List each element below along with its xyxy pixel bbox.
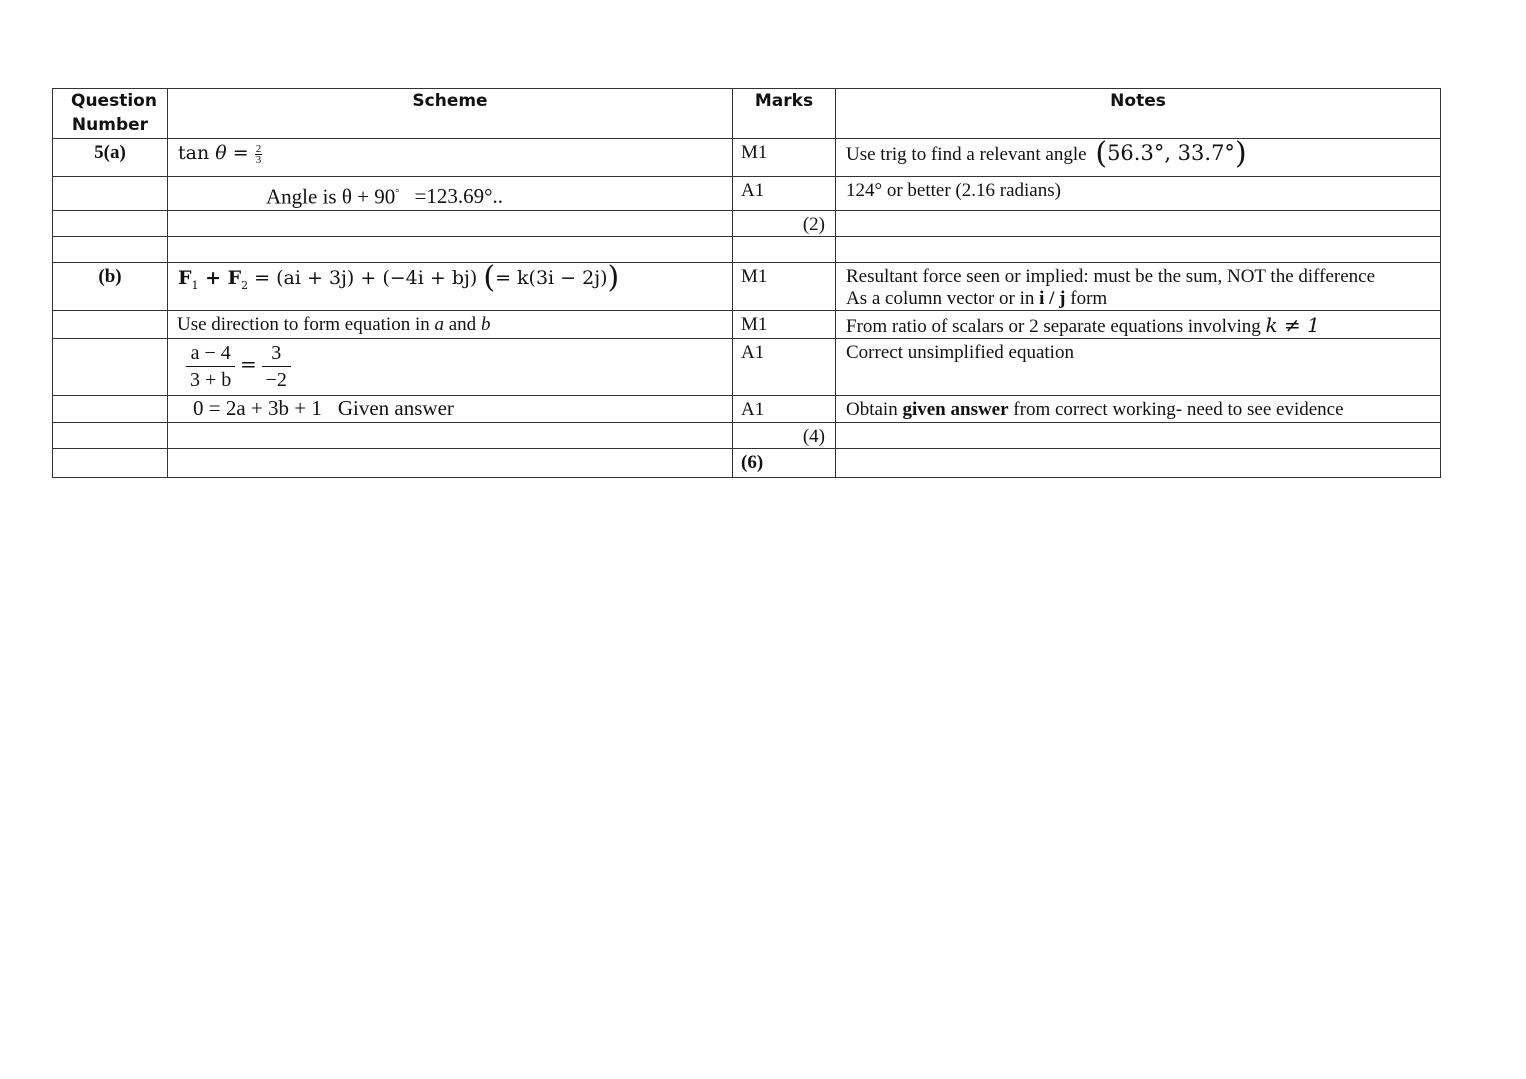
table-row <box>53 449 1441 478</box>
mark-cell: M1 <box>733 139 836 177</box>
note-cell: Obtain given answer from correct working- need to see evidence <box>836 396 1441 423</box>
question-cell <box>53 177 168 211</box>
scheme-cell: Use direction to form equation in a and b <box>168 311 733 339</box>
table-row <box>53 311 1441 339</box>
table-row <box>53 263 1441 311</box>
table-row <box>53 211 1441 237</box>
header-question-number: Question Number <box>53 89 168 139</box>
table-row <box>53 139 1441 177</box>
mark-cell: M1 <box>733 311 836 339</box>
table-row <box>53 237 1441 263</box>
table-row <box>53 423 1441 449</box>
scheme-cell: Angle is θ + 90° =123.69°.. <box>168 177 733 211</box>
mark-cell: M1 <box>733 263 836 311</box>
scheme-cell: 0 = 2a + 3b + 1 Given answer <box>168 396 733 423</box>
table-row <box>53 177 1441 211</box>
note-cell: 124° or better (2.16 radians) <box>836 177 1441 211</box>
mark-scheme-table <box>52 88 1441 478</box>
scheme-cell: $\frac{a - 4}{3 + b}$ = $\frac{3}{-2}$ <box>168 339 733 396</box>
note-cell: Use trig to find a relevant angle (56.3°, 33.7°) <box>836 139 1441 177</box>
fraction: $\frac{3}{-2}$ <box>262 340 291 393</box>
mark-grand-total: (6) <box>733 449 836 478</box>
note-cell: Correct unsimplified equation <box>836 339 1441 396</box>
mark-total: (2) <box>733 211 836 237</box>
note-cell: From ratio of scalars or 2 separate equations involving k ≠ 1 <box>836 311 1441 339</box>
note-cell: Resultant force seen or implied: must be the sum, NOT the difference As a column vector or in i / j form <box>836 263 1441 311</box>
mark-total: (4) <box>733 423 836 449</box>
mark-cell: A1 <box>733 396 836 423</box>
header-notes: Notes <box>836 89 1441 139</box>
fraction: $\frac{2}{3}$ <box>255 143 262 167</box>
table-row <box>53 396 1441 423</box>
scheme-cell: tan θ = $\frac{2}{3}$ <box>168 139 733 177</box>
mark-cell: A1 <box>733 339 836 396</box>
scheme-cell: $F_1 + F_2 = (ai + 3j) + (-4i + bj)$ (= k(3i − 2j)) <box>168 263 733 311</box>
table-row <box>53 339 1441 396</box>
mark-cell: A1 <box>733 177 836 211</box>
header-row <box>53 89 1441 139</box>
question-cell: 5(a) <box>53 139 168 177</box>
fraction: $\frac{a - 4}{3 + b}$ <box>186 340 235 393</box>
question-cell: (b) <box>53 263 168 311</box>
header-scheme: Scheme <box>168 89 733 139</box>
header-marks: Marks <box>733 89 836 139</box>
